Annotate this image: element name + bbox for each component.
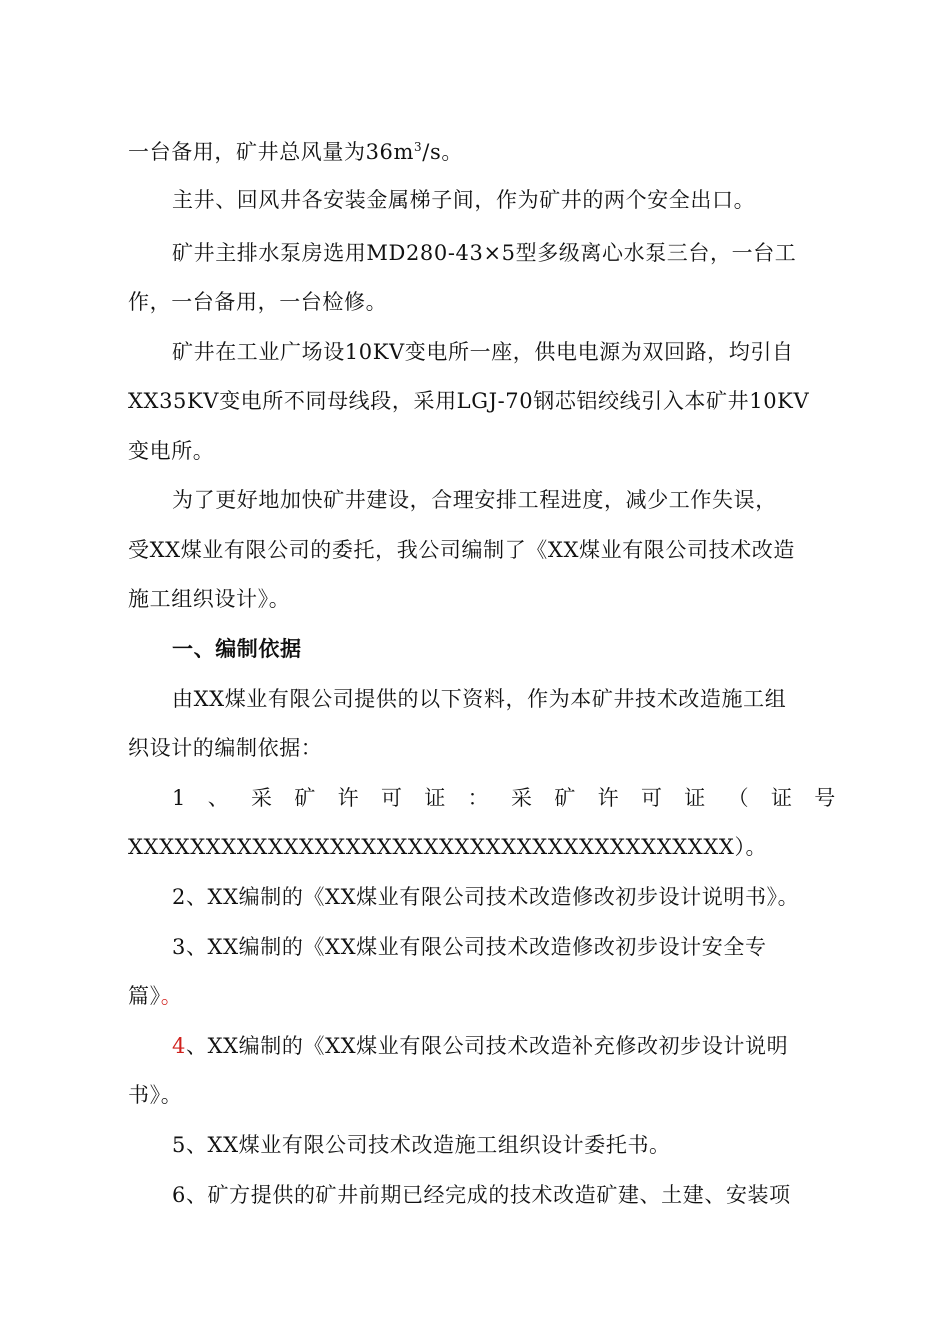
text-fragment: 一台备用，矿井总风量为36m (128, 140, 415, 164)
text-fragment: /s。 (422, 140, 463, 164)
paragraph-line: 施工组织设计》。 (128, 587, 291, 611)
spread-char: 证 (424, 786, 446, 810)
paragraph-line: 织设计的编制依据： (128, 736, 323, 760)
paragraph-line-spread (172, 783, 836, 813)
highlight-text: 4 (172, 1034, 186, 1058)
paragraph-line: 受XX煤业有限公司的委托，我公司编制了《XX煤业有限公司技术改造 (128, 538, 795, 562)
paragraph-line (128, 137, 836, 167)
paragraph-line: 5、XX煤业有限公司技术改造施工组织设计委托书。 (172, 1133, 671, 1157)
spread-char: 采 (510, 786, 533, 810)
paragraph-line (128, 981, 836, 1011)
paragraph-line: 6、矿方提供的矿井前期已经完成的技术改造矿建、土建、安装项 (172, 1183, 791, 1207)
paragraph-line: 变电所。 (128, 439, 215, 463)
paragraph-line: 由XX煤业有限公司提供的以下资料，作为本矿井技术改造施工组 (172, 687, 787, 711)
paragraph-line: 作，一台备用，一台检修。 (128, 290, 388, 314)
spread-char: ： (467, 786, 490, 810)
spread-char: 可 (381, 786, 403, 810)
spread-char: 矿 (554, 786, 576, 810)
paragraph-line (172, 1031, 836, 1061)
paragraph-line: 矿井在工业广场设10KV变电所一座，供电电源为双回路，均引自 (172, 340, 794, 364)
spread-char: 可 (640, 786, 663, 810)
paragraph-line: 主井、回风井各安装金属梯子间，作为矿井的两个安全出口。 (172, 188, 756, 212)
spread-char: （ (727, 786, 750, 810)
paragraph-line: 书》。 (128, 1083, 183, 1107)
spread-char: 证 (684, 786, 706, 810)
superscript: 3 (414, 140, 423, 154)
paragraph-line: 2、XX编制的《XX煤业有限公司技术改造修改初步设计说明书》。 (172, 885, 800, 909)
spread-char: 1 (172, 786, 186, 810)
spread-char: 、 (207, 786, 230, 810)
text-fragment: 、XX编制的《XX煤业有限公司技术改造补充修改初步设计说明 (185, 1034, 789, 1058)
paragraph-line: XX35KV变电所不同母线段，采用LGJ-70钢芯铝绞线引入本矿井10KV (128, 389, 810, 413)
spread-char: 许 (597, 786, 620, 810)
spread-char: 号 (814, 786, 836, 810)
spread-char: 采 (251, 786, 273, 810)
spread-char: 矿 (294, 786, 316, 810)
spread-char: 证 (770, 786, 793, 810)
highlight-text: 。 (160, 984, 183, 1008)
paragraph-line: XXXXXXXXXXXXXXXXXXXXXXXXXXXXXXXXXXXXXXX）。 (128, 835, 768, 859)
spread-char: 许 (337, 786, 360, 810)
paragraph-line: 3、XX编制的《XX煤业有限公司技术改造修改初步设计安全专 (172, 935, 767, 959)
text-fragment: 篇》 (128, 984, 161, 1008)
paragraph-line: 为了更好地加快矿井建设，合理安排工程进度，减少工作失误， (172, 488, 777, 512)
paragraph-line: 矿井主排水泵房选用MD280-43×5型多级离心水泵三台，一台工 (172, 241, 797, 265)
section-heading: 一、编制依据 (172, 637, 302, 661)
